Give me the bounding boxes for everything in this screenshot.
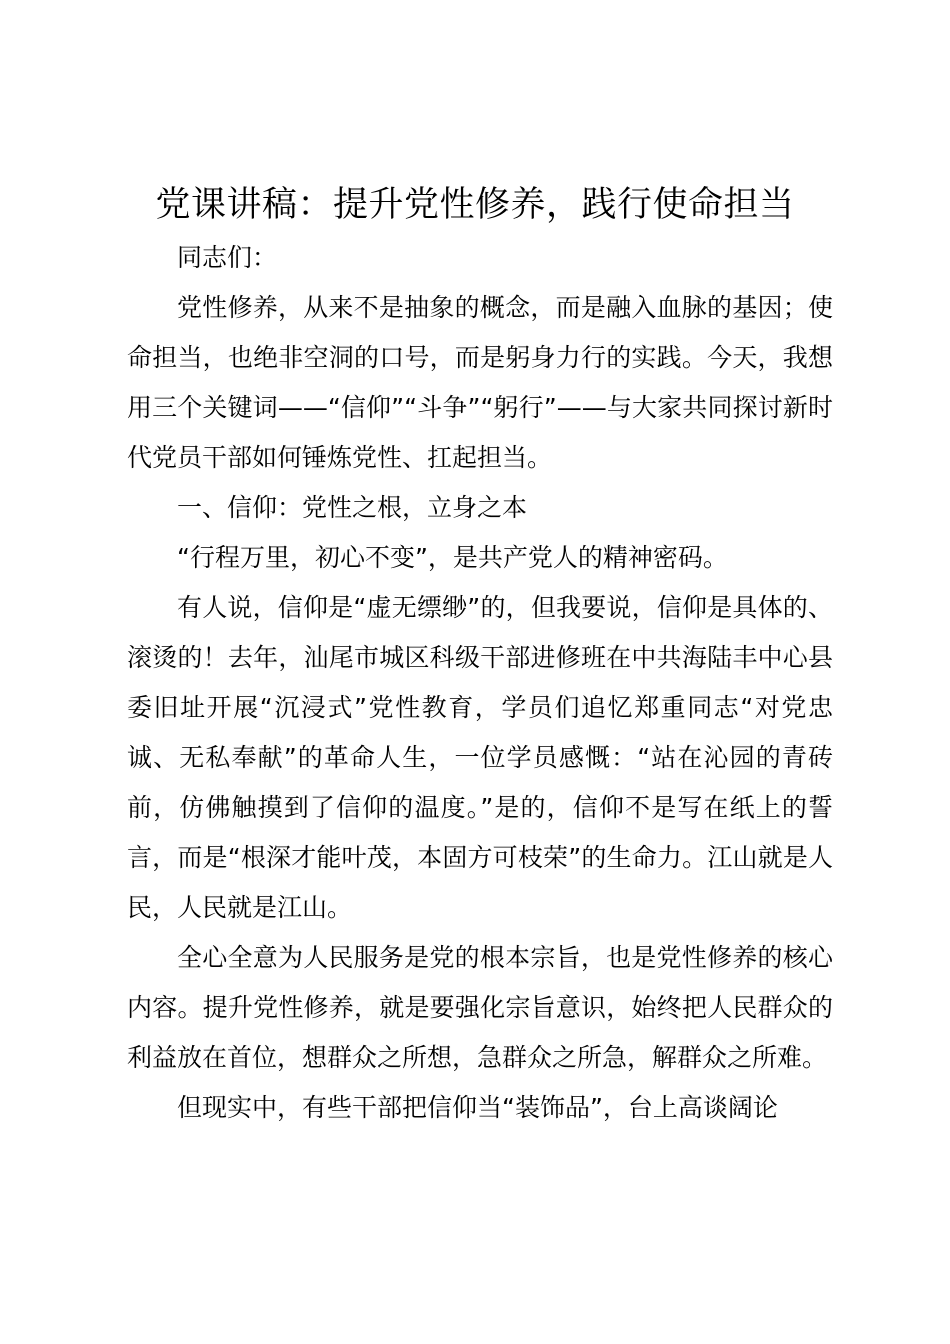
paragraph-service: 全心全意为人民服务是党的根本宗旨，也是党性修养的核心内容。提升党性修养，就是要强化宗旨意识，始终把人民群众的利益放在首位，想群众之所想，急群众之所急，解群众之所难。 [127,943,833,1072]
document-title: 党课讲稿：提升党性修养，践行使命担当 [155,185,795,225]
document-body [127,233,833,1133]
paragraph-intro: 党性修养，从来不是抽象的概念，而是融入血脉的基因；使命担当，也绝非空洞的口号，而是躬身力行的实践。今天，我想用三个关键词——“信仰”“斗争”“躬行”——与大家共同探讨新时代党员干部如何锤炼党性、扛起担当。 [127,293,833,472]
section-heading-1: 一、信仰：党性之根，立身之本 [177,493,528,522]
paragraph-faith: 有人说，信仰是“虚无缥缈”的，但我要说，信仰是具体的、滚烫的！去年，汕尾市城区科级干部进修班在中共海陆丰中心县委旧址开展“沉浸式”党性教育，学员们追忆郑重同志“对党忠诚、无私奉献”的革命人生，一位学员感慨：“站在沁园的青砖前，仿佛触摸到了信仰的温度。”是的，信仰不是写在纸上的誓言，而是“根深才能叶茂，本固方可枝荣”的生命力。江山就是人民，人民就是江山。 [127,593,833,922]
paragraph-motto: “行程万里，初心不变”，是共产党人的精神密码。 [177,543,728,572]
greeting-line: 同志们： [177,243,278,272]
paragraph-reality: 但现实中，有些干部把信仰当“装饰品”，台上高谈阔论 [177,1093,778,1122]
